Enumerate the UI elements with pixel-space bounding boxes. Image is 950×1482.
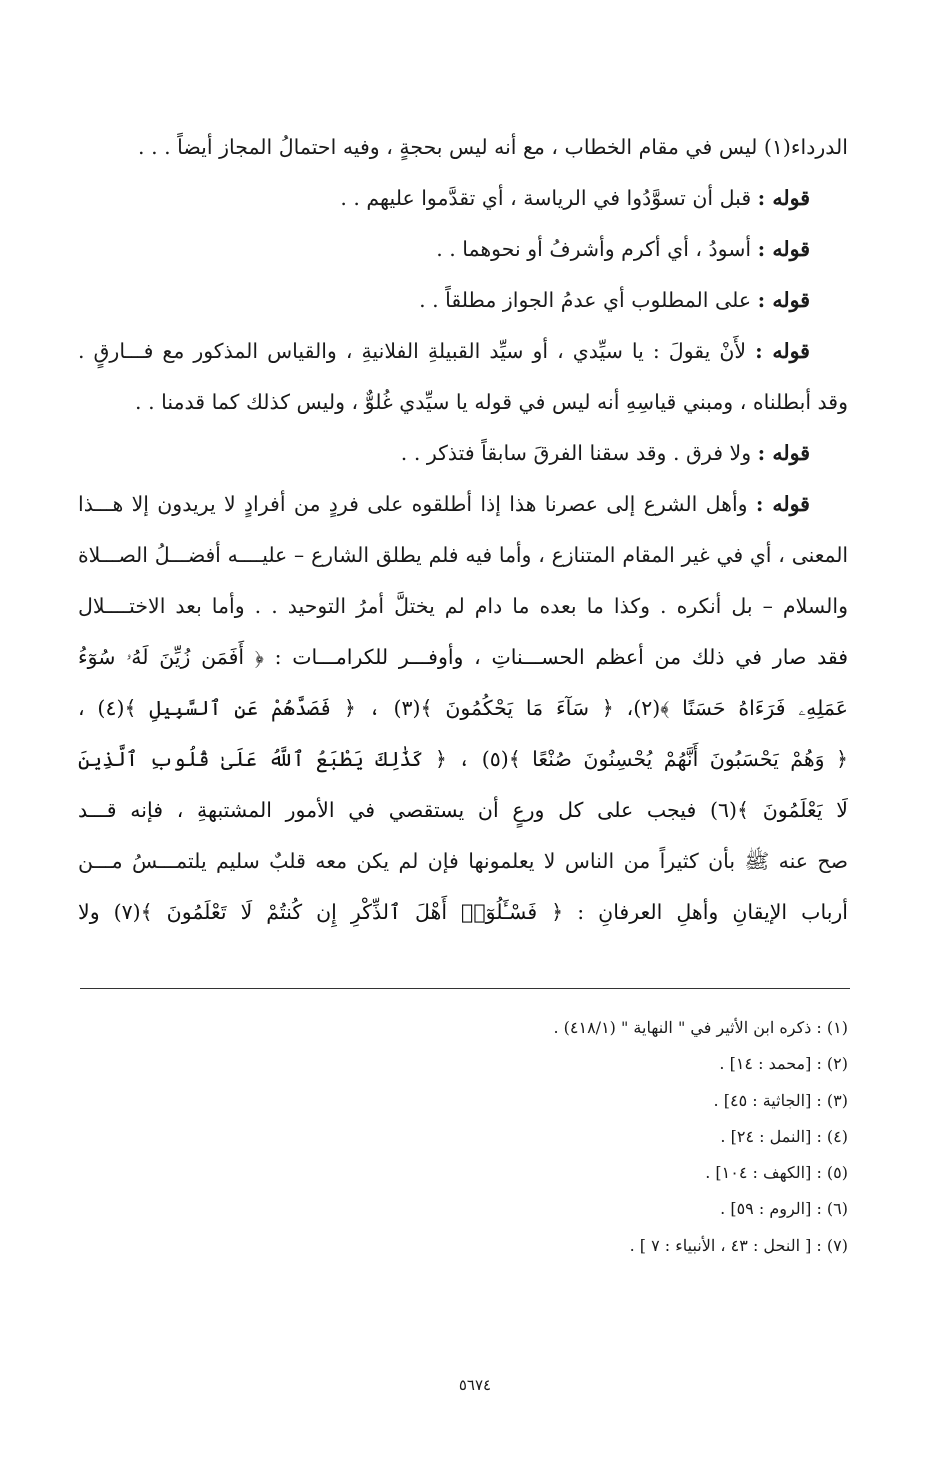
- footnotes: [78, 1010, 848, 1264]
- text-line: قوله : لأَنْ يقولَ : يا سيِّدي ، أو سيِّد القبيلةِ الفلانيةِ ، والقياس المذكور مع فـــارقٍ .: [78, 339, 810, 363]
- footnote: (٦) : [الروم : ٥٩] .: [720, 1199, 848, 1219]
- text-line: عَمَلِهِۦ فَرَءَاهُ حَسَنًا ﴾(٢)، ﴿ سَآءَ مَا يَحْكُمُونَ ﴾(٣) ، ﴿ فَصَدَّهُمْ عَنِ ٱلسَّبِيلِ ﴾(٤) ،: [78, 696, 848, 720]
- text-line: والسلام – بل أنكره . وكذا ما بعده ما دام لم يختلَّ أمرُ التوحيد . . وأما بعد الاختــــلال: [78, 594, 848, 618]
- keyword-label: قوله :: [755, 339, 810, 363]
- keyword-label: قوله :: [755, 492, 810, 516]
- footnote: (٤) : [النمل : ٢٤] .: [720, 1126, 848, 1146]
- text-line: قوله : أسودُ ، أي أكرم وأشرفُ أو نحوهما . .: [436, 237, 810, 261]
- footnote: (٥) : [الكهف : ١٠٤] .: [705, 1163, 848, 1183]
- footnote: (٣) : [الجاثية : ٤٥] .: [713, 1090, 848, 1110]
- keyword-label: قوله :: [757, 237, 810, 261]
- page-number: ٥٦٧٤: [458, 1376, 492, 1394]
- text-line: قوله : وأهل الشرع إلى عصرنا هذا إذا أطلقوه على فردٍ من أفرادٍ لا يريدون إلا هـــذا: [78, 492, 810, 516]
- text-line: قوله : قبل أن تسوَّدُوا في الرياسة ، أي تقدَّموا عليهم . .: [340, 186, 810, 210]
- text-line: فقد صار في ذلك من أعظم الحســـناتِ ، وأوفـــر للكرامـــات : ﴿ أَفَمَن زُيِّنَ لَهُۥ سُوٓءُ: [78, 645, 848, 669]
- text-line: وقد أبطلناه ، ومبني قياسِهِ أنه ليس في قوله يا سيِّدي غُلوٌّ ، وليس كذلك كما قدمنا . .: [135, 390, 848, 414]
- footnote: (١) : ذكره ابن الأثير في " النهاية " (٤١٨/١) .: [553, 1018, 848, 1037]
- text-line: ﴿ وَهُمْ يَحْسَبُونَ أَنَّهُمْ يُحْسِنُونَ صُنْعًا ﴾(٥) ، ﴿ كَذَٰلِكَ يَطْبَعُ ٱللَّهُ عَلَىٰ قُلُوبِ ٱلَّذِينَ: [78, 747, 848, 771]
- keyword-label: قوله :: [757, 186, 810, 210]
- text-line: لَا يَعْلَمُونَ ﴾(٦) فيجب على كل ورعٍ أن يستقصي في الأمور المشتبهةِ ، فإنه قـــد: [78, 798, 848, 822]
- text-line: صح عنه ﷺ بأن كثيراً من الناس لا يعلمونها فإن لم يكن معه قلبٌ سليم يلتمـــسُ مـــن: [78, 849, 848, 873]
- text-line: أرباب الإيقانِ وأهلِ العرفانِ : ﴿ فَسْـَٔلُوٓا۟ أَهْلَ ٱلذِّكْرِ إِن كُنتُمْ لَا تَعْلَمُونَ ﴾(٧) ولا: [78, 900, 848, 924]
- footnote: (٢) : [محمد : ١٤] .: [719, 1054, 848, 1074]
- footnote: (٧) : [ النحل : ٤٣ ، الأنبياء : ٧ ] .: [629, 1235, 848, 1255]
- main-text: [78, 122, 848, 938]
- text-line: المعنى ، أي في غير المقام المتنازع ، وأما فيه فلم يطلق الشارع – عليــــه أفضـــلُ الصـــلاة: [78, 543, 848, 567]
- text-line: قوله : ولا فرق . وقد سقنا الفرقَ سابقاً فتذكر . .: [400, 441, 810, 465]
- keyword-label: قوله :: [757, 441, 810, 465]
- text-line: قوله : على المطلوب أي عدمُ الجواز مطلقاً . .: [419, 288, 810, 312]
- text-line: الدرداء(١) ليس في مقام الخطاب ، مع أنه ليس بحجةٍ ، وفيه احتمالُ المجاز أيضاً . . .: [138, 135, 848, 159]
- footnote-divider: [80, 988, 850, 989]
- keyword-label: قوله :: [757, 288, 810, 312]
